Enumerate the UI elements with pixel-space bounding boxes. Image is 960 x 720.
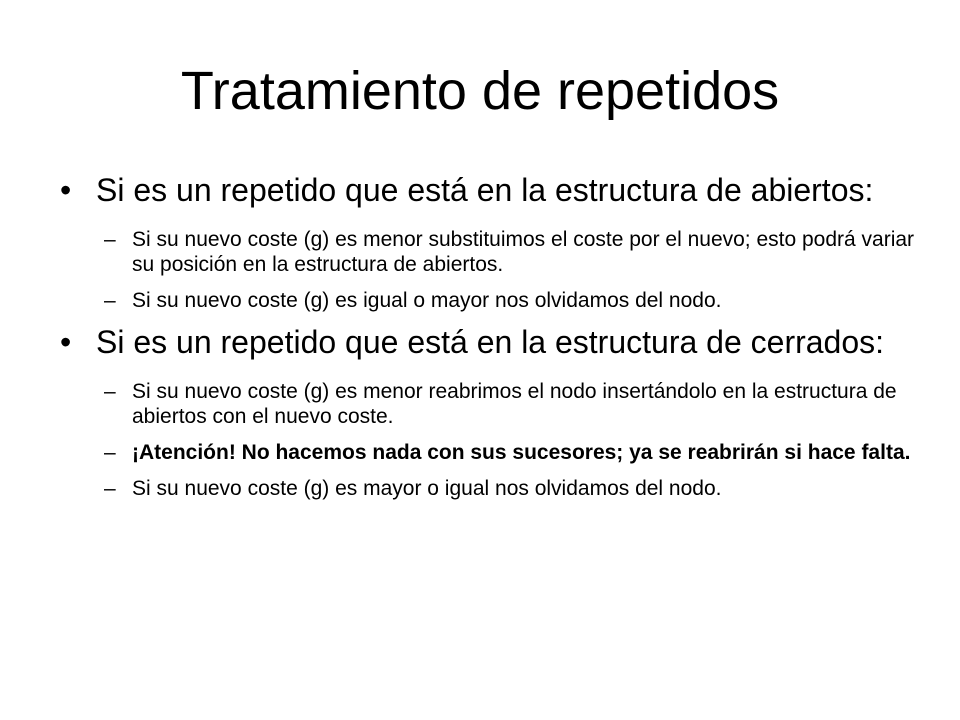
slide-title: Tratamiento de repetidos (180, 61, 780, 121)
sub-bullet-item (60, 227, 920, 277)
bullet-item (60, 324, 920, 361)
bullet-group-cerrados (60, 324, 920, 501)
bullet-icon: • (60, 324, 72, 360)
sub-bullet-text: Si su nuevo coste (g) es menor reabrimos el nodo insertándolo en la estructura de abiertos con el nuevo coste. (132, 380, 897, 428)
dash-icon: – (104, 289, 116, 312)
sub-bullet-item-warning (60, 440, 920, 465)
bullet-group-abiertos (60, 172, 920, 313)
sub-bullet-text: Si su nuevo coste (g) es mayor o igual nos olvidamos del nodo. (132, 477, 722, 500)
slide-body (60, 172, 920, 512)
bullet-icon: • (60, 172, 72, 208)
sub-bullet-list (60, 379, 920, 501)
bullet-item (60, 172, 920, 209)
sub-bullet-list (60, 227, 920, 313)
sub-bullet-text: ¡Atención! No hacemos nada con sus sucesores; ya se reabrirán si hace falta. (132, 441, 911, 464)
sub-bullet-item (60, 476, 920, 501)
sub-bullet-item (60, 379, 920, 429)
dash-icon: – (104, 477, 116, 500)
dash-icon: – (104, 228, 116, 251)
sub-bullet-text: Si su nuevo coste (g) es menor substituimos el coste por el nuevo; esto podrá variar su posición en la estructura de abiertos. (132, 228, 915, 276)
bullet-text: Si es un repetido que está en la estructura de abiertos: (96, 172, 874, 208)
bullet-text: Si es un repetido que está en la estructura de cerrados: (96, 324, 885, 360)
sub-bullet-item (60, 288, 920, 313)
sub-bullet-text: Si su nuevo coste (g) es igual o mayor nos olvidamos del nodo. (132, 289, 722, 312)
dash-icon: – (104, 380, 116, 403)
dash-icon: – (104, 441, 116, 464)
